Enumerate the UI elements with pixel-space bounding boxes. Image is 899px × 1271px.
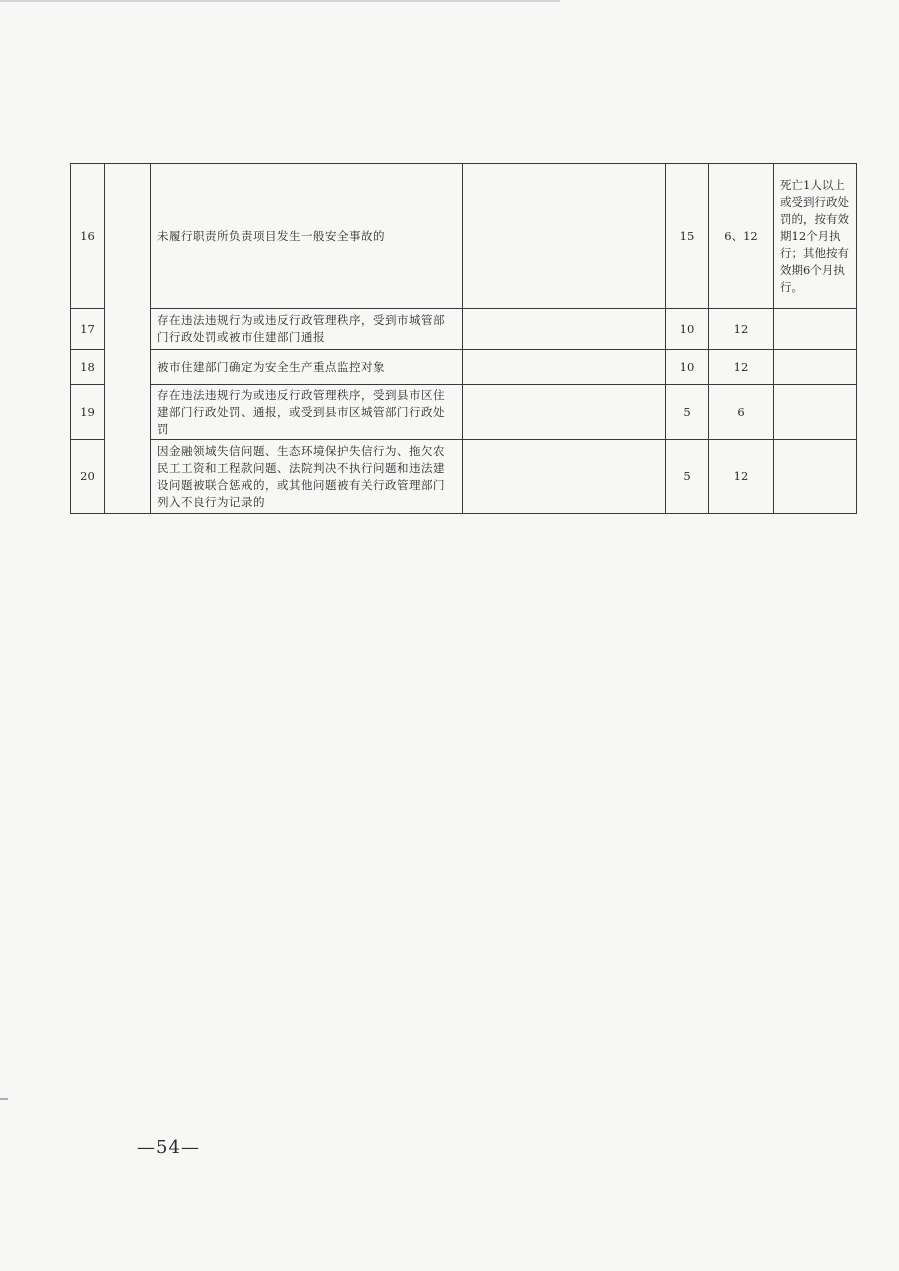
row-score: 5 xyxy=(666,385,709,440)
table-row xyxy=(71,385,857,440)
category-merged-cell xyxy=(105,164,151,514)
row-note xyxy=(774,440,857,514)
row-months: 6 xyxy=(709,385,774,440)
row-note: 死亡1人以上或受到行政处罚的，按有效期12个月执行；其他按有效期6个月执行。 xyxy=(774,164,857,309)
row-blank-cell xyxy=(463,440,666,514)
table-row xyxy=(71,350,857,385)
row-months: 6、12 xyxy=(709,164,774,309)
row-note xyxy=(774,309,857,350)
row-score: 5 xyxy=(666,440,709,514)
row-number: 19 xyxy=(71,385,105,440)
row-blank-cell xyxy=(463,164,666,309)
row-score: 10 xyxy=(666,309,709,350)
row-number: 17 xyxy=(71,309,105,350)
row-blank-cell xyxy=(463,385,666,440)
row-description: 存在违法违规行为或违反行政管理秩序，受到县市区住建部门行政处罚、通报，或受到县市区城管部门行政处罚 xyxy=(151,385,463,440)
left-edge-mark xyxy=(0,1098,8,1100)
row-description: 未履行职责所负责项目发生一般安全事故的 xyxy=(151,164,463,309)
row-number: 20 xyxy=(71,440,105,514)
row-months: 12 xyxy=(709,309,774,350)
table-row xyxy=(71,309,857,350)
table-row xyxy=(71,164,857,309)
row-number: 18 xyxy=(71,350,105,385)
row-score: 15 xyxy=(666,164,709,309)
page-number: —54— xyxy=(137,1137,200,1158)
table-row xyxy=(71,440,857,514)
row-note xyxy=(774,350,857,385)
row-description: 存在违法违规行为或违反行政管理秩序，受到市城管部门行政处罚或被市住建部门通报 xyxy=(151,309,463,350)
row-note xyxy=(774,385,857,440)
row-score: 10 xyxy=(666,350,709,385)
row-number: 16 xyxy=(71,164,105,309)
credit-deduction-table xyxy=(70,163,857,514)
row-description: 因金融领域失信问题、生态环境保护失信行为、拖欠农民工工资和工程款问题、法院判决不执行问题和违法建设问题被联合惩戒的，或其他问题被有关行政管理部门列入不良行为记录的 xyxy=(151,440,463,514)
row-blank-cell xyxy=(463,350,666,385)
row-blank-cell xyxy=(463,309,666,350)
row-months: 12 xyxy=(709,350,774,385)
top-edge-line xyxy=(0,0,560,2)
row-description: 被市住建部门确定为安全生产重点监控对象 xyxy=(151,350,463,385)
row-months: 12 xyxy=(709,440,774,514)
